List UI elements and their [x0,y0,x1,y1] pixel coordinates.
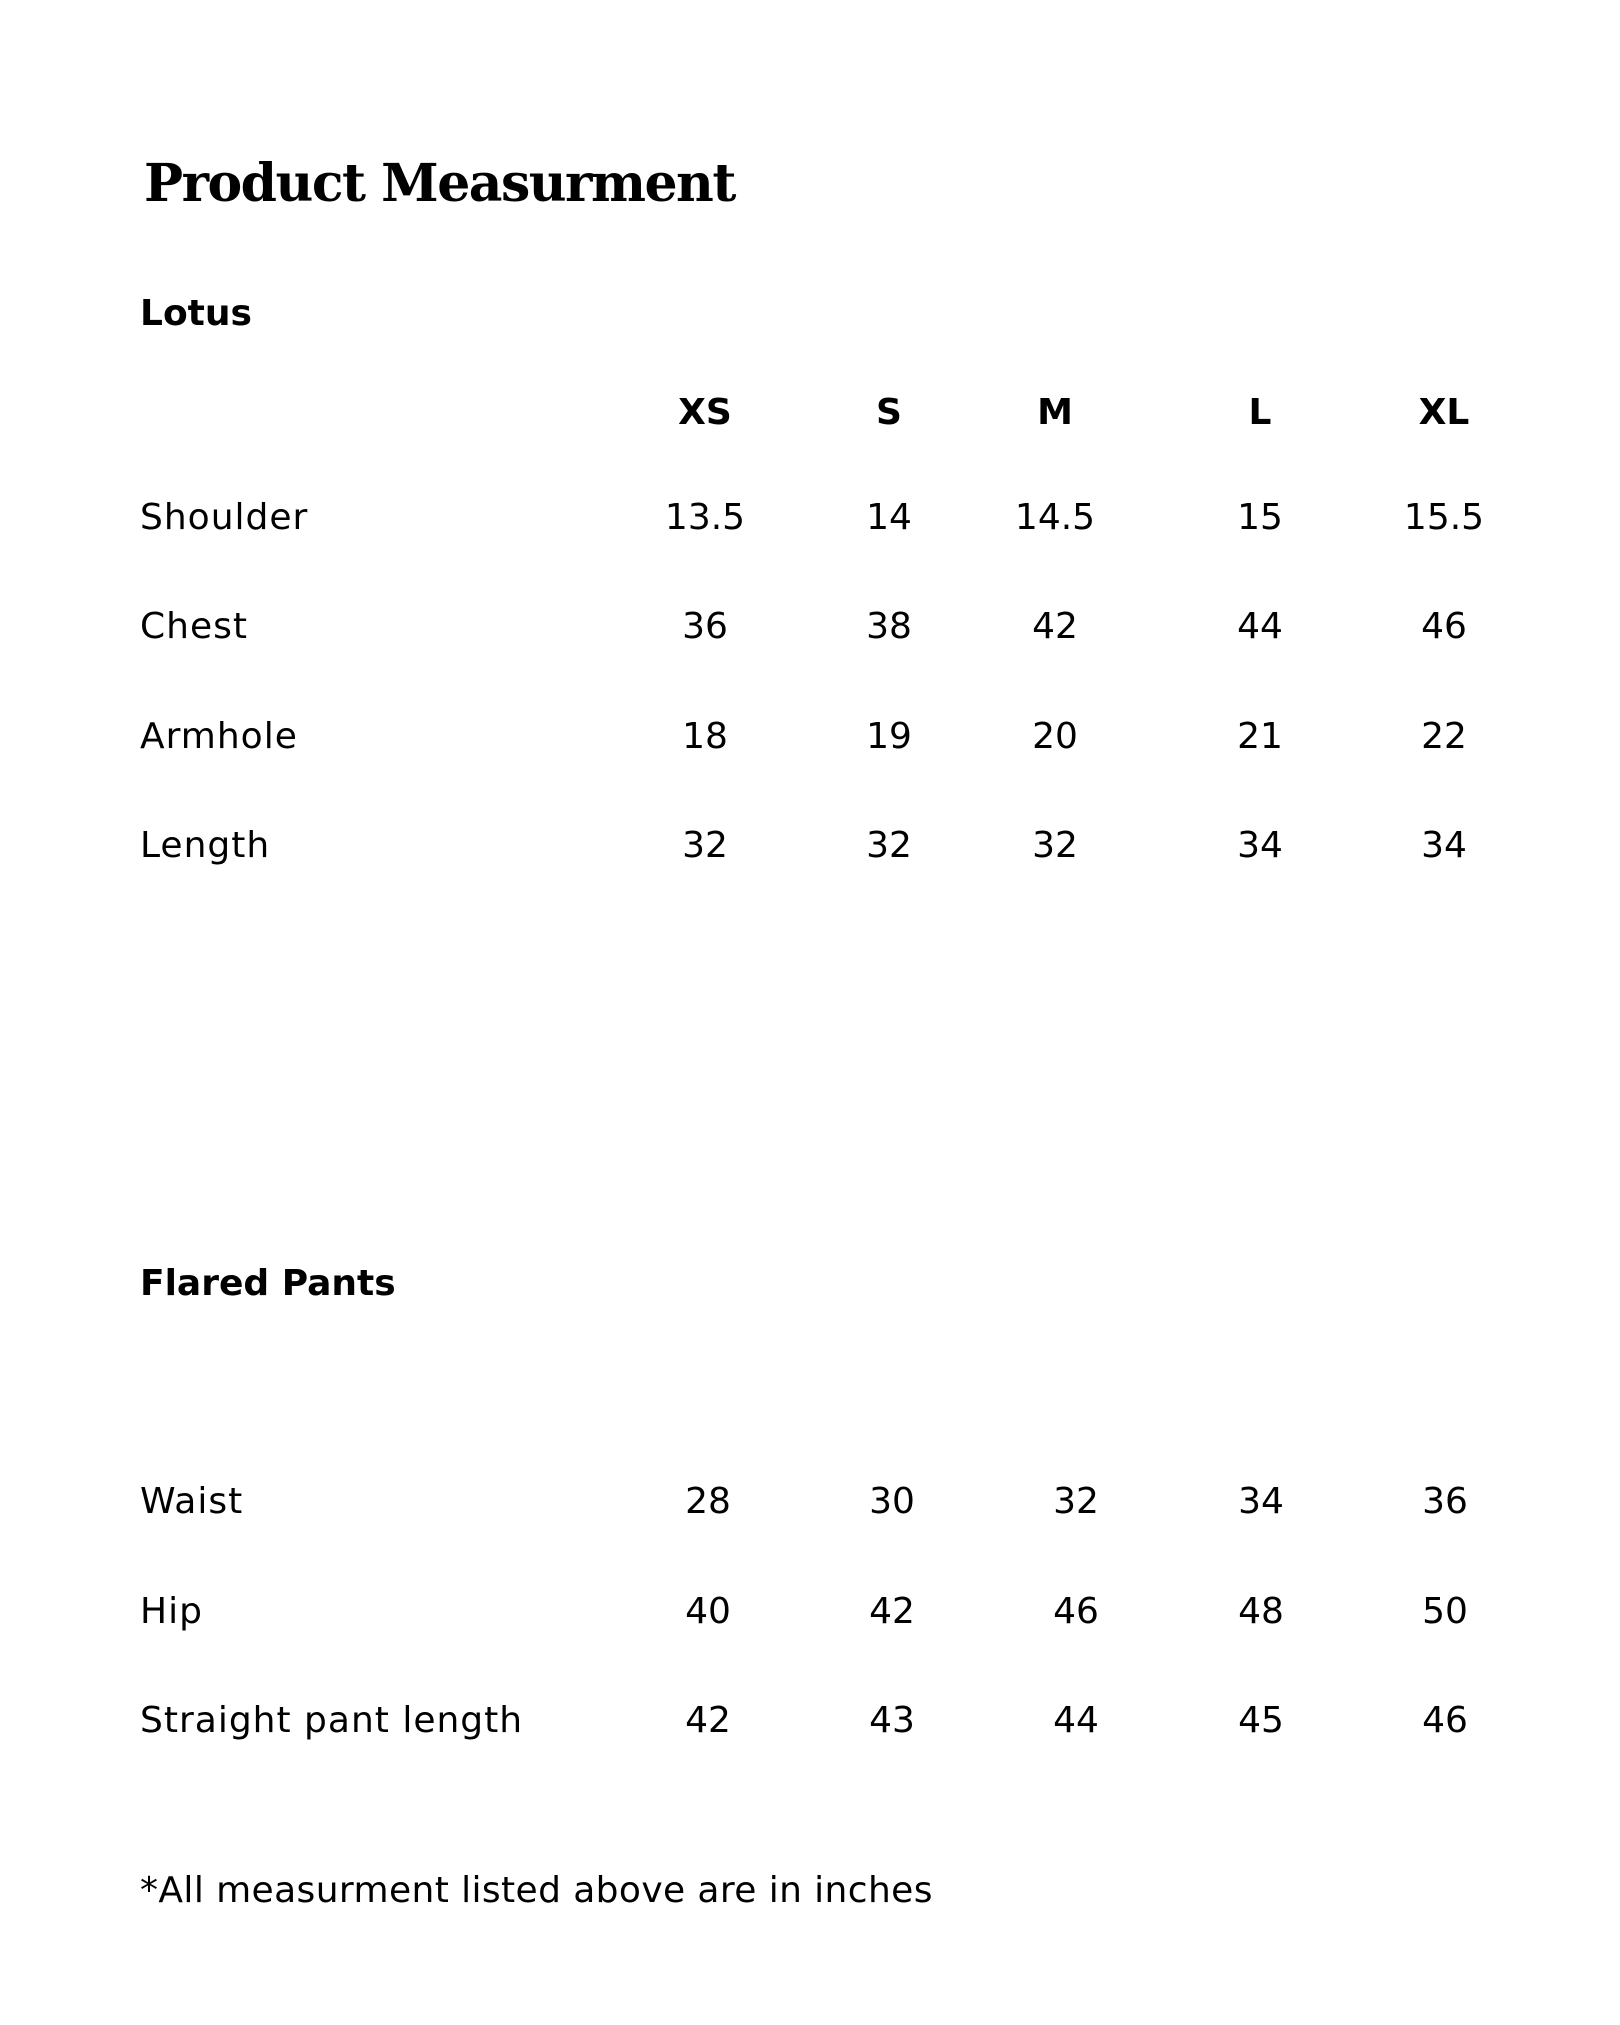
table-cell: 21 [1237,716,1283,757]
table-cell: 32 [866,825,912,866]
table-cell: 20 [1032,716,1078,757]
table-cell: 46 [1422,1700,1468,1741]
lotus-heading: Lotus [140,293,252,334]
table-cell: 36 [682,606,728,647]
table-cell: 44 [1237,606,1283,647]
table-cell: 45 [1238,1700,1284,1741]
table-cell: 19 [866,716,912,757]
flared-pants-heading: Flared Pants [140,1263,396,1304]
table-cell: 38 [866,606,912,647]
table-cell: 15.5 [1403,497,1485,538]
table-cell: 22 [1421,716,1467,757]
table-cell: 28 [685,1481,731,1522]
size-header-m: M [1037,392,1073,433]
table-cell: 32 [1032,825,1078,866]
row-label: Hip [140,1591,203,1632]
size-header-l: L [1248,392,1272,433]
row-label: Waist [140,1481,244,1522]
table-cell: 18 [682,716,728,757]
table-cell: 15 [1237,497,1283,538]
table-cell: 42 [869,1591,915,1632]
page-title: Product Measurment [144,153,735,214]
table-cell: 42 [1032,606,1078,647]
table-cell: 36 [1422,1481,1468,1522]
row-label: Chest [140,606,248,647]
row-label: Length [140,825,271,866]
size-header-xl: XL [1418,392,1470,433]
size-header-xs: XS [678,392,732,433]
table-cell: 43 [869,1700,915,1741]
table-cell: 42 [685,1700,731,1741]
table-cell: 14 [866,497,912,538]
table-cell: 13.5 [664,497,746,538]
measurement-units-footnote: *All measurment listed above are in inches [140,1870,933,1911]
table-cell: 40 [685,1591,731,1632]
size-header-s: S [876,392,902,433]
table-cell: 32 [682,825,728,866]
table-cell: 46 [1053,1591,1099,1632]
table-cell: 50 [1422,1591,1468,1632]
table-cell: 44 [1053,1700,1099,1741]
table-cell: 34 [1237,825,1283,866]
table-cell: 34 [1421,825,1467,866]
row-label: Straight pant length [140,1700,524,1741]
table-cell: 34 [1238,1481,1284,1522]
table-cell: 48 [1238,1591,1284,1632]
table-cell: 46 [1421,606,1467,647]
table-cell: 30 [869,1481,915,1522]
table-cell: 14.5 [1014,497,1096,538]
row-label: Shoulder [140,497,309,538]
table-cell: 32 [1053,1481,1099,1522]
row-label: Armhole [140,716,298,757]
